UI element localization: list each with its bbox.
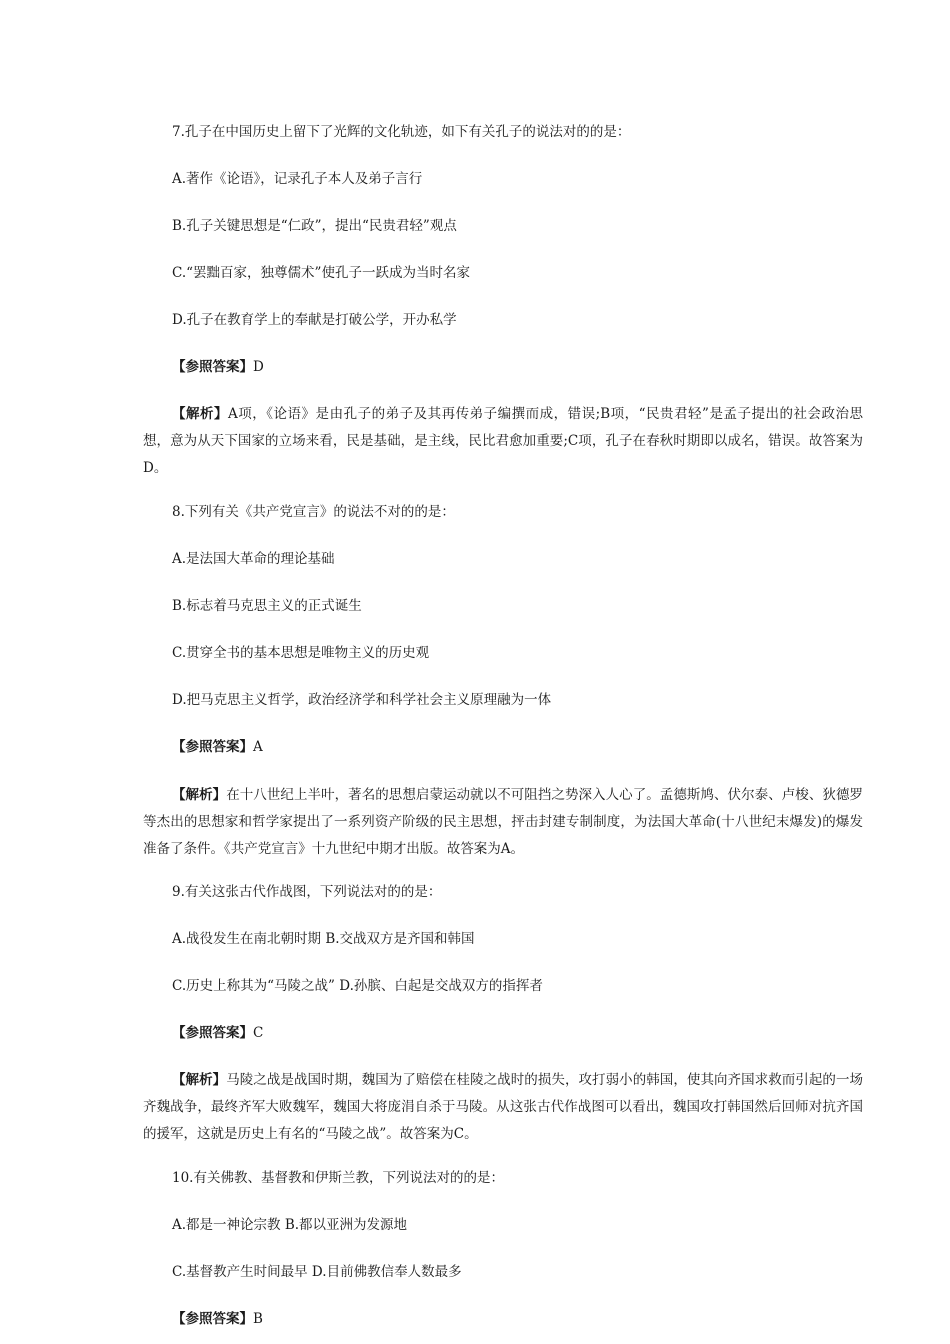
answer-label: 【参照答案】 xyxy=(172,1311,253,1327)
question-10-options-ab: A.都是一神论宗教 B.都以亚洲为发源地 xyxy=(172,1217,408,1233)
question-8-option-a: A.是法国大革命的理论基础 xyxy=(172,551,335,567)
question-7-option-d: D.孔子在教育学上的奉献是打破公学，开办私学 xyxy=(172,312,457,328)
question-9-answer xyxy=(172,1024,263,1042)
answer-value: C xyxy=(253,1025,264,1041)
question-7-option-c: C.“罢黜百家，独尊儒术”使孔子一跃成为当时名家 xyxy=(172,265,470,281)
question-10-stem: 10.有关佛教、基督教和伊斯兰教，下列说法对的的是： xyxy=(172,1170,504,1186)
question-9-options-ab: A.战役发生在南北朝时期 B.交战双方是齐国和韩国 xyxy=(172,931,475,947)
answer-value: D xyxy=(253,359,264,375)
answer-label: 【参照答案】 xyxy=(172,1025,253,1041)
question-7-option-b: B.孔子关键思想是“仁政”，提出“民贵君轻”观点 xyxy=(172,218,457,234)
question-8-analysis xyxy=(143,782,863,863)
answer-value: A xyxy=(253,739,263,755)
question-8-stem: 8.下列有关《共产党宣言》的说法不对的的是： xyxy=(172,504,455,520)
answer-value: B xyxy=(253,1311,263,1327)
question-7-option-a: A.著作《论语》，记录孔子本人及弟子言行 xyxy=(172,171,423,187)
question-9-options-cd: C.历史上称其为“马陵之战” D.孙膑、白起是交战双方的指挥者 xyxy=(172,978,543,994)
question-7-analysis xyxy=(143,401,863,482)
analysis-text: A项，《论语》是由孔子的弟子及其再传弟子编撰而成，错误;B项，“民贵君轻”是孟子提出的社会政治思想，意为从天下国家的立场来看，民是基础，是主线，民比君愈加重要;C项，孔子在春秋时期即以成名，错误。故答案为D。 xyxy=(143,406,864,476)
answer-label: 【参照答案】 xyxy=(172,739,253,755)
question-9-stem: 9.有关这张古代作战图，下列说法对的的是： xyxy=(172,884,442,900)
analysis-text: 马陵之战是战国时期，魏国为了赔偿在桂陵之战时的损失，攻打弱小的韩国，使其向齐国求救而引起的一场齐魏战争，最终齐军大败魏军，魏国大将庞涓自杀于马陵。从这张古代作战图可以看出，魏国攻打韩国然后回师对抗齐国的援军，这就是历史上有名的“马陵之战”。故答案为C。 xyxy=(143,1072,864,1142)
analysis-label: 【解析】 xyxy=(172,1072,227,1088)
question-9-analysis xyxy=(143,1067,863,1148)
question-8-option-c: C.贯穿全书的基本思想是唯物主义的历史观 xyxy=(172,645,430,661)
analysis-label: 【解析】 xyxy=(172,406,229,422)
question-7-stem: 7.孔子在中国历史上留下了光辉的文化轨迹，如下有关孔子的说法对的的是： xyxy=(172,124,631,140)
analysis-text: 在十八世纪上半叶，著名的思想启蒙运动就以不可阻挡之势深入人心了。孟德斯鸠、伏尔泰、卢梭、狄德罗等杰出的思想家和哲学家提出了一系列资产阶级的民主思想，抨击封建专制制度，为法国大革命(十八世纪末爆发)的爆发准备了条件。《共产党宣言》十九世纪中期才出版。故答案为A。 xyxy=(143,787,864,857)
analysis-label: 【解析】 xyxy=(172,787,227,803)
question-7-answer xyxy=(172,358,264,376)
question-8-option-b: B.标志着马克思主义的正式诞生 xyxy=(172,598,362,614)
question-10-answer xyxy=(172,1310,263,1328)
question-8-option-d: D.把马克思主义哲学，政治经济学和科学社会主义原理融为一体 xyxy=(172,692,552,708)
answer-label: 【参照答案】 xyxy=(172,359,253,375)
question-10-options-cd: C.基督教产生时间最早 D.目前佛教信奉人数最多 xyxy=(172,1264,462,1280)
question-8-answer xyxy=(172,738,263,756)
